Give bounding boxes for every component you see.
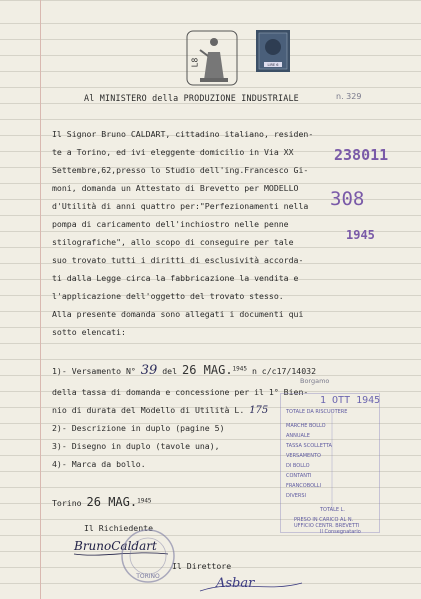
emblem-label: L8 bbox=[190, 57, 200, 68]
body-line: moni, domanda un Attestato di Brevetto per MODELLO bbox=[52, 183, 299, 193]
margin-line bbox=[40, 0, 41, 599]
round-official-stamp bbox=[118, 526, 178, 586]
purple-number-1: 238011 bbox=[334, 146, 389, 164]
body-line: Il Signor Bruno CALDART, cittadino italiano, residen- bbox=[52, 129, 314, 139]
item-1-line-3: nio di durata del Modello di Utilità L. 175 bbox=[52, 405, 269, 416]
receipt-stamp: 1 OTT 1945 TOTALE DA RISCUOTERE MARCHE BOLLO ANNUALE TASSA SCOLLETTA VERSAMENTO DI BOLLO CONTANTI FRANCOBOLLI DIVERSI TOTALE L. PRESO IN CARICO AL N. UFFICIO CENTR. BREVETTI Il Consegnatario bbox=[280, 393, 380, 533]
body-line: pompa di caricamento dell'inchiostro nelle penne bbox=[52, 219, 289, 229]
payment-city: Borgamo bbox=[300, 377, 330, 385]
payment-number: 39 bbox=[140, 363, 158, 378]
applicant-label: Il Richiedente bbox=[84, 523, 154, 533]
stamp-value: LIRE 6 bbox=[267, 63, 279, 67]
body-line: Settembre,62,presso lo Studio dell'ing.Francesco Gi- bbox=[52, 165, 309, 175]
svg-text:TORINO: TORINO bbox=[136, 573, 160, 580]
revenue-stamp-icon bbox=[256, 30, 290, 72]
body-line: te a Torino, ed ivi eleggente domicilio in Via XX bbox=[52, 147, 294, 157]
director-label: Il Direttore bbox=[172, 561, 232, 571]
payment-date: 26 MAG. bbox=[181, 363, 233, 377]
svg-text:BrunoCaldart: BrunoCaldart bbox=[74, 539, 157, 553]
receipt-date: 1 OTT 1945 bbox=[320, 395, 381, 406]
body-line: l'applicazione dell'oggetto del trovato stesso. bbox=[52, 291, 284, 301]
pencil-number: n. 329 bbox=[336, 92, 362, 101]
item-3: 3)- Disegno in duplo (tavole una), bbox=[52, 441, 220, 451]
body-line: sotto elencati: bbox=[52, 327, 126, 337]
item-4: 4)- Marca da bollo. bbox=[52, 459, 146, 469]
item-1-line-2: della tassa di domanda e concessione per il 1° Bien- bbox=[52, 387, 309, 397]
purple-number-2: 308 bbox=[330, 188, 365, 210]
document-heading: Al MINISTERO della PRODUZIONE INDUSTRIALE bbox=[84, 93, 299, 103]
receipt-total: TOTALE L. bbox=[320, 507, 345, 513]
body-line: d'Utilità di anni quattro per:"Perfezionamenti nella bbox=[52, 201, 309, 211]
director-signature bbox=[196, 565, 306, 595]
item-1-line: 1)- Versamento N° 39 del 26 MAG.$^{1945}$ n c/c17/14032 bbox=[52, 363, 317, 378]
body-line: Alla presente domanda sono allegati i documenti qui bbox=[52, 309, 304, 319]
body-line: ti dalla Legge circa la fabbricazione la vendita e bbox=[52, 273, 299, 283]
place-date: 26 MAG. bbox=[86, 495, 138, 509]
svg-text:Asbar: Asbar bbox=[216, 576, 255, 591]
fee-amount: 175 bbox=[249, 405, 269, 416]
item-2: 2)- Descrizione in duplo (pagine 5) bbox=[52, 423, 225, 433]
place-date-line: Torino 26 MAG.$^{1945}$ bbox=[52, 495, 152, 509]
purple-number-3: 1945 bbox=[346, 228, 375, 242]
body-line: suo trovato tutti i diritti di esclusività accorda- bbox=[52, 255, 304, 265]
body-line: stilografiche", allo scopo di conseguire per tale bbox=[52, 237, 294, 247]
